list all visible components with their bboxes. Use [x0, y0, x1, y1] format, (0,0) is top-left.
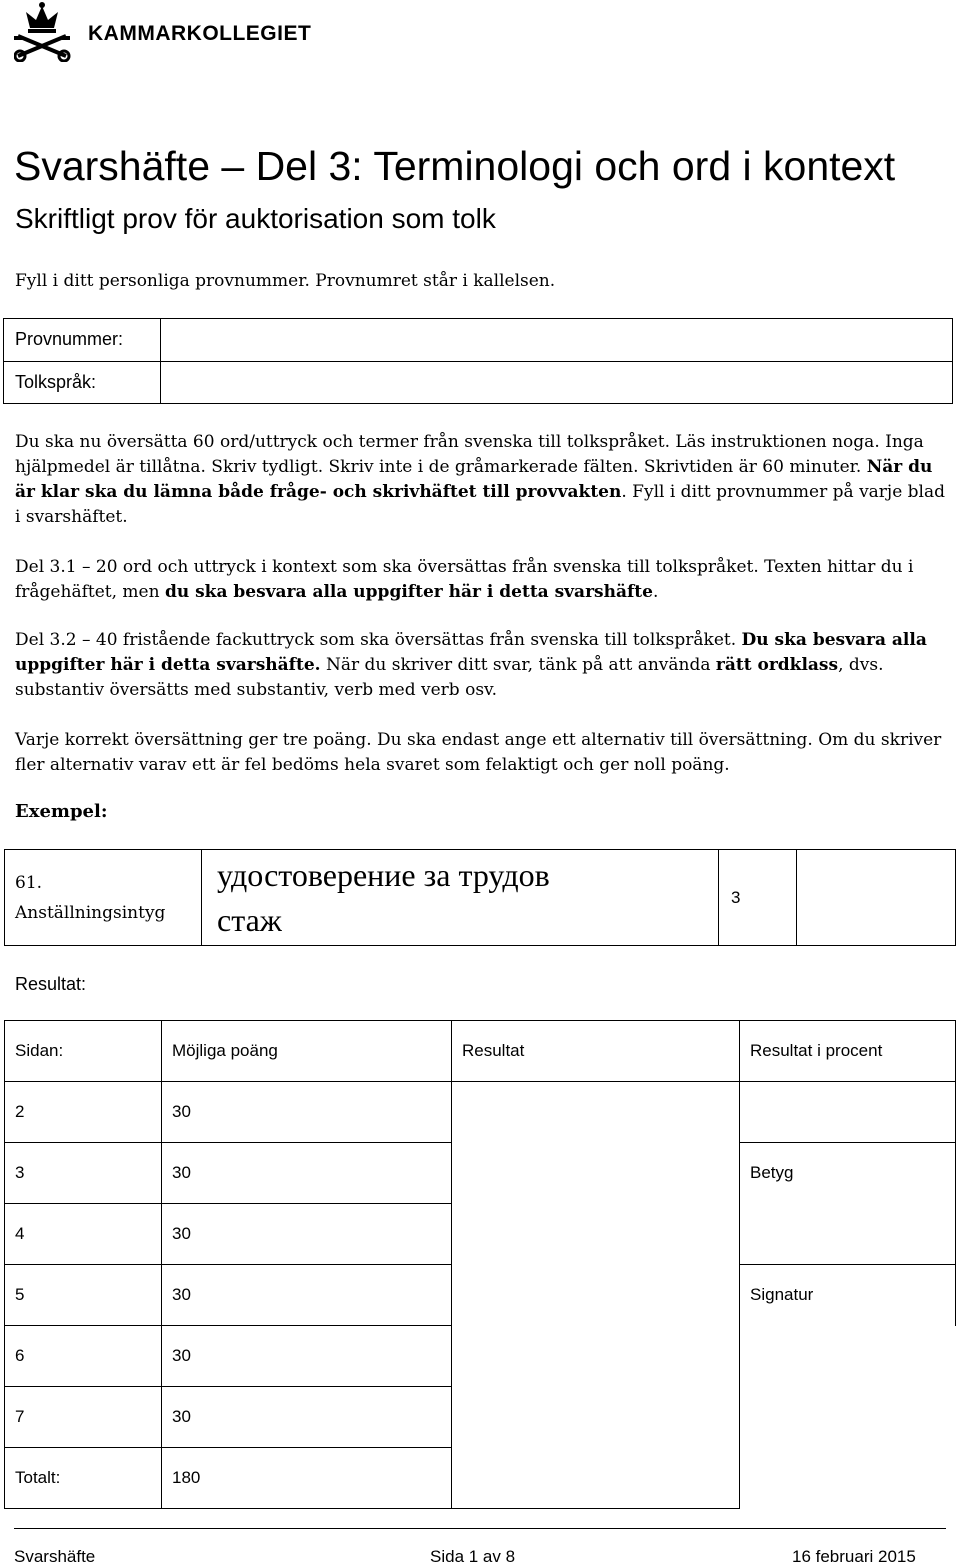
example-table	[4, 849, 956, 946]
points-cell: 30	[162, 1082, 452, 1143]
page-cell: 4	[5, 1204, 162, 1265]
page-subtitle: Skriftligt prov för auktorisation som tolk	[15, 203, 496, 234]
signatur-field[interactable]	[740, 1326, 956, 1509]
page-title: Svarshäfte – Del 3: Terminologi och ord i kontext	[14, 143, 896, 189]
result-field[interactable]	[452, 1082, 740, 1509]
points-cell: 30	[162, 1143, 452, 1204]
instructions-text: .	[652, 582, 659, 602]
crown-keys-icon	[14, 2, 84, 62]
instructions-paragraph-3	[15, 628, 945, 703]
example-term: Anställningsintyg	[15, 902, 166, 923]
example-grey-field	[797, 850, 956, 946]
footer-date: 16 februari 2015	[792, 1547, 916, 1566]
header-resultat: Resultat	[452, 1021, 740, 1082]
betyg-field[interactable]	[740, 1204, 956, 1265]
example-heading: Exempel:	[15, 801, 108, 822]
table-row	[5, 1082, 956, 1143]
example-answer-line-2: стаж	[217, 901, 282, 938]
instructions-bold: rätt ordklass	[715, 655, 839, 675]
tolksprak-label: Tolkspråk:	[4, 361, 161, 404]
instructions-paragraph-1	[15, 430, 945, 530]
instructions-bold: När du är klar ska du lämna både fråge- och skrivhäftet till provvakten	[15, 457, 933, 502]
instructions-text: Du ska nu översätta 60 ord/uttryck och termer från svenska till tolkspråket. Läs instruktionen noga. Inga hjälpmedel är tillåtna. Skriv tydligt. Skriv inte i de gråmarkerade fälten. Skrivtiden är 60 minuter.	[15, 432, 924, 477]
signatur-label: Signatur	[740, 1265, 956, 1326]
header-sidan: Sidan:	[5, 1021, 162, 1082]
provnummer-label: Provnummer:	[4, 319, 161, 362]
page-cell: 7	[5, 1387, 162, 1448]
instructions-text: , dvs. substantiv översätts med substantiv, verb med verb osv.	[15, 655, 884, 700]
points-cell: 30	[162, 1387, 452, 1448]
footer-left: Svarshäfte	[14, 1547, 96, 1566]
instructions-text: När du skriver ditt svar, tänk på att använda	[320, 655, 716, 675]
instructions-bold: du ska besvara alla uppgifter här i detta svarshäfte	[164, 582, 653, 602]
points-cell: 30	[162, 1326, 452, 1387]
results-header-row	[5, 1021, 956, 1082]
page-cell: 5	[5, 1265, 162, 1326]
total-value: 180	[162, 1448, 452, 1509]
intro-text: Fyll i ditt personliga provnummer. Provnumret står i kallelsen.	[15, 271, 556, 291]
instructions-paragraph-2	[15, 555, 945, 605]
page-cell: 3	[5, 1143, 162, 1204]
instructions-text: Del 3.1 – 20 ord och uttryck i kontext som ska översättas från svenska till tolkspråket. Texten hittar du i frågehäftet, men	[15, 557, 914, 602]
page-cell: 2	[5, 1082, 162, 1143]
betyg-label: Betyg	[740, 1143, 956, 1204]
example-score: 3	[719, 850, 797, 946]
logo-text: KAMMARKOLLEGIET	[88, 22, 312, 45]
instructions-text: . Fyll i ditt provnummer på varje blad i svarshäftet.	[15, 482, 946, 527]
provnummer-field[interactable]	[161, 319, 953, 362]
results-table	[4, 1020, 956, 1509]
points-cell: 30	[162, 1265, 452, 1326]
total-label: Totalt:	[5, 1448, 162, 1509]
example-number: 61.	[15, 872, 43, 893]
example-answer-line-1: удостоверение за трудов	[217, 856, 550, 893]
percent-field[interactable]	[740, 1082, 956, 1143]
example-question-cell	[5, 850, 202, 946]
tolksprak-field[interactable]	[161, 361, 953, 404]
instructions-text: Del 3.2 – 40 fristående fackuttryck som ska översättas från svenska till tolkspråket.	[15, 630, 742, 650]
kammarkollegiet-logo	[14, 2, 312, 62]
instructions-paragraph-4: Varje korrekt översättning ger tre poäng. Du ska endast ange ett alternativ till översättning. Om du skriver fler alternativ varav ett är fel bedöms hela svaret som felaktigt och ger noll poäng.	[15, 730, 942, 775]
header-mojliga-poang: Möjliga poäng	[162, 1021, 452, 1082]
candidate-id-table	[3, 318, 953, 404]
header-resultat-i-procent: Resultat i procent	[740, 1021, 956, 1082]
footer-page-number: Sida 1 av 8	[430, 1547, 516, 1566]
results-label: Resultat:	[15, 974, 87, 994]
page-cell: 6	[5, 1326, 162, 1387]
example-answer-cell	[202, 850, 719, 946]
points-cell: 30	[162, 1204, 452, 1265]
instructions-bold: Du ska besvara alla uppgifter här i detta svarshäfte.	[15, 630, 927, 675]
footer-divider	[14, 1528, 946, 1529]
